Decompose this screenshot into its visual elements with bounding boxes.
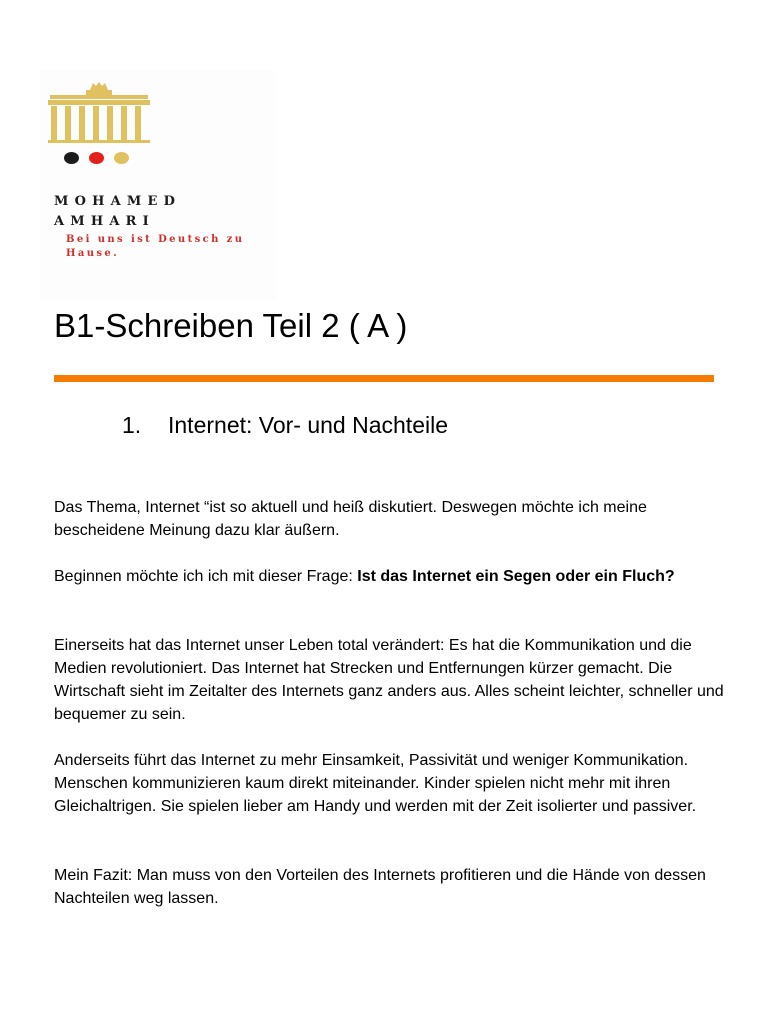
gate-column-4 <box>93 106 99 140</box>
title-divider <box>54 375 714 382</box>
intro-paragraph: Das Thema, Internet “ist so aktuell und heiß diskutiert. Deswegen möchte ich meine bescheidene Meinung dazu klar äußern. <box>54 499 647 539</box>
page-title: B1-Schreiben Teil 2 ( A ) <box>54 307 408 344</box>
gold-dot <box>114 152 129 164</box>
logo-tagline: Bei uns ist Deutsch zu Hause. <box>66 234 245 259</box>
gate-column-1 <box>51 106 57 140</box>
section-number: 1. <box>122 412 142 438</box>
red-dot <box>89 152 104 164</box>
logo-name-first: MOHAMED <box>54 194 182 209</box>
logo-name <box>54 192 181 232</box>
gate-attic-top <box>86 90 112 95</box>
gate-quadriga <box>90 82 108 90</box>
logo <box>40 70 276 300</box>
brandenburg-gate-icon <box>46 80 150 144</box>
question-text: Ist das Internet ein Segen oder ein Fluch? <box>357 568 675 585</box>
question-intro: Beginnen möchte ich ich mit dieser Frage: <box>54 568 358 585</box>
gate-base <box>48 140 150 143</box>
section-heading <box>122 408 448 442</box>
gate-column-6 <box>121 106 127 140</box>
gate-column-3 <box>79 106 85 140</box>
logo-name-last: AMHARI <box>54 214 155 229</box>
gate-column-5 <box>107 106 113 140</box>
gate-column-7 <box>135 106 141 140</box>
logo-dots <box>64 152 129 164</box>
gate-column-2 <box>65 106 71 140</box>
advantages-paragraph: Einerseits hat das Internet unser Leben total verändert: Es hat die Kommunikation und die Medien revolutioniert. Das Internet hat Strecken und Entfernungen kürzer gemacht. Die Wirtschaft sieht im Zeitalter des Internets ganz anders aus. Alles scheint leichter, schneller und bequemer zu sein. <box>54 637 724 723</box>
disadvantages-paragraph: Anderseits führt das Internet zu mehr Einsamkeit, Passivität und weniger Kommunikation. Menschen kommunizieren kaum direkt miteinander. Kinder spielen nicht mehr mit ihren Gleichaltrigen. Sie spielen lieber am Handy und werden mit der Zeit isolierter und passiver. <box>54 752 697 815</box>
gate-entablature <box>50 95 148 99</box>
conclusion-paragraph: Mein Fazit: Man muss von den Vorteilen des Internets profitieren und die Hände von dessen Nachteilen weg lassen. <box>54 867 706 907</box>
section-title: Internet: Vor- und Nachteile <box>168 412 448 438</box>
black-dot <box>64 152 79 164</box>
question-paragraph <box>54 565 724 588</box>
gate-cornice <box>48 100 150 105</box>
